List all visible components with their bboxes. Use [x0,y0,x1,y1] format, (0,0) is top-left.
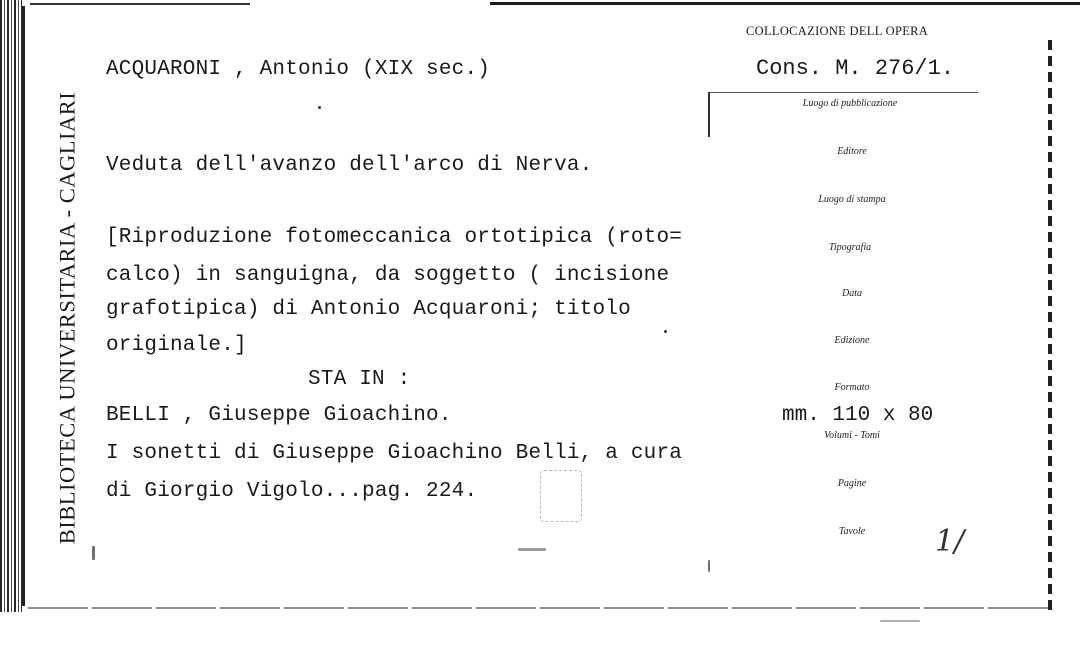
scan-top-edge-right [490,2,1080,5]
collocation-header: COLLOCAZIONE DELL OPERA [746,24,929,38]
label-tipografia: Tipografia [828,242,872,253]
scan-speck [92,546,95,560]
label-formato: Formato [834,382,870,393]
faded-stamp-mark [540,470,582,522]
record-description-line: [Riproduzione fotomeccanica ortotipica (roto= [106,226,683,249]
scan-speck [518,548,546,551]
record-description-line: grafotipica) di Antonio Acquaroni; titolo [106,298,631,321]
scan-speck [880,620,920,622]
record-sta-in: STA IN : [308,368,411,391]
label-pagine: Pagine [837,478,867,489]
scan-top-edge-left [30,3,250,5]
library-stamp [52,58,82,578]
record-description-line: calco) in sanguigna, da soggetto ( incisione [106,264,670,287]
label-luogo-pubblicazione: Luogo di pubblicazione [802,98,898,109]
record-author: ACQUARONI , Antonio (XIX sec.) [106,58,491,81]
formato-value: mm. 110 x 80 [782,404,934,427]
scan-left-border [22,6,25,606]
scan-speck [708,560,710,572]
form-box-bracket [708,92,710,137]
label-luogo-stampa: Luogo di stampa [818,194,886,205]
scan-speck [318,106,321,109]
scan-bottom-edge [28,607,1048,609]
label-editore: Editore [837,146,867,157]
form-box-top-rule [708,92,978,93]
label-volumi-tomi: Volumi - Tomi [824,430,880,441]
record-description-line: originale.] [106,334,247,357]
record-source-author: BELLI , Giuseppe Gioachino. [106,404,452,427]
record-source-title-line: di Giorgio Vigolo...pag. 224. [106,480,478,503]
scan-left-edge [0,0,22,612]
label-data: Data [842,288,862,299]
tavole-handwritten-value: 1/ [935,524,965,559]
record-title: Veduta dell'avanzo dell'arco di Nerva. [106,154,593,177]
scan-right-border [1048,40,1052,610]
label-edizione: Edizione [834,335,870,346]
scan-speck [664,330,667,333]
label-tavole: Tavole [838,526,866,537]
record-source-title-line: I sonetti di Giuseppe Gioachino Belli, a cura [106,442,683,465]
collocation-value: Cons. M. 276/1. [756,56,955,81]
library-name: BIBLIOTECA UNIVERSITARIA - CAGLIARI [54,91,79,545]
